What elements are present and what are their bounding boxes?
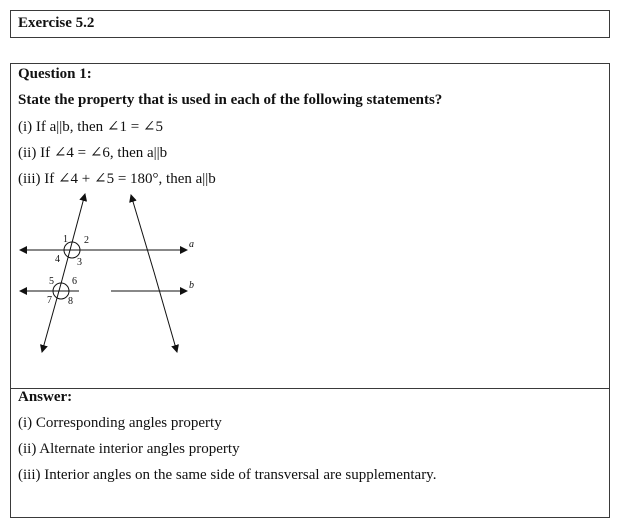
- transversal-2-down: [154, 272, 177, 352]
- angle-label-5: 5: [49, 276, 54, 287]
- answer-heading: Answer:: [18, 389, 73, 405]
- statement-2: (ii) If ∠4 = ∠6, then a||b: [18, 145, 168, 161]
- exercise-header-box: [10, 10, 610, 38]
- exercise-title: Exercise 5.2: [18, 15, 95, 31]
- angle-label-6: 6: [72, 276, 77, 287]
- statement-3: (iii) If ∠4 + ∠5 = 180°, then a||b: [18, 171, 216, 187]
- question-box: [10, 63, 610, 389]
- transversal-2-up: [131, 195, 154, 272]
- answer-3: (iii) Interior angles on the same side of transversal are supplementary.: [18, 467, 437, 483]
- angle-label-8: 8: [68, 296, 73, 307]
- statement-1: (i) If a||b, then ∠1 = ∠5: [18, 119, 163, 135]
- question-heading: Question 1:: [18, 66, 92, 82]
- answer-1: (i) Corresponding angles property: [18, 415, 222, 431]
- parallel-lines-diagram: [19, 192, 209, 357]
- angle-label-2: 2: [84, 235, 89, 246]
- line-label-b: b: [189, 280, 194, 291]
- angle-label-7: 7: [47, 295, 52, 306]
- answer-2: (ii) Alternate interior angles property: [18, 441, 240, 457]
- question-prompt: State the property that is used in each of the following statements?: [18, 92, 443, 108]
- angle-label-1: 1: [63, 234, 68, 245]
- angle-label-3: 3: [77, 257, 82, 268]
- answer-box: [10, 388, 610, 518]
- angle-label-4: 4: [55, 254, 60, 265]
- line-label-a: a: [189, 239, 194, 250]
